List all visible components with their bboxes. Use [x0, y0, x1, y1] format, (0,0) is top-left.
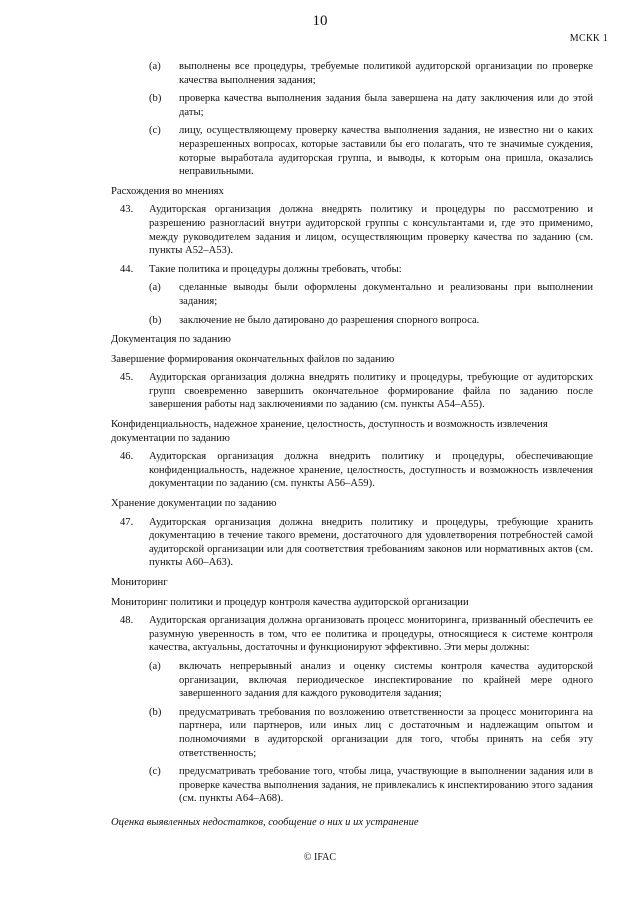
- list-subitem: [111, 124, 593, 178]
- item-marker: 43.: [120, 204, 134, 216]
- list-subitem: [111, 60, 593, 87]
- item-text: Аудиторская организация должна внедрить политику и процедуры, обеспечивающие конфиденциальность, надежное хранение, целостность, доступность и возможность извлечения документации по заданию (см. пункты А56–А59).: [149, 451, 593, 490]
- item-text: включать непрерывный анализ и оценку системы контроля качества аудиторской организации, включая периодическое инспектирование по крайней мере одного завершенного задания для каждого руководителя задания;: [179, 660, 593, 700]
- item-text: сделанные выводы были оформлены документально и реализованы при выполнении задания;: [179, 282, 593, 307]
- item-marker: (c): [149, 766, 161, 778]
- item-marker: 45.: [120, 372, 134, 384]
- item-marker: 46.: [120, 451, 134, 463]
- item-marker: (b): [149, 93, 162, 105]
- item-marker: (a): [149, 282, 161, 294]
- item-text: заключение не было датировано до разрешения спорного вопроса.: [179, 314, 480, 326]
- numbered-paragraph: [111, 614, 593, 655]
- list-subitem: [111, 765, 593, 806]
- section-heading: Хранение документации по заданию: [111, 498, 277, 510]
- item-marker: 44.: [120, 263, 134, 275]
- item-marker: (b): [149, 706, 162, 718]
- item-marker: 48.: [120, 615, 134, 627]
- numbered-paragraph: [111, 516, 593, 570]
- list-subitem: [111, 92, 593, 119]
- item-text: лицу, осуществляющему проверку качества выполнения задания, не известно ни о каких неразрешенных вопросах, которые заставили бы его полагать, что те значимые суждения, которые выработала аудиторская группа, и выводы, к которым она пришла, оказались неправильными.: [179, 125, 593, 178]
- list-subitem: [111, 706, 593, 760]
- item-text: Аудиторская организация должна внедрять политику и процедуры, требующие от аудиторских групп своевременно завершить окончательное формирование файла по заданию после завершения работы над заключениями по заданию (см. пункты А54–А55).: [149, 372, 593, 411]
- item-marker: (b): [149, 314, 162, 326]
- item-marker: 47.: [120, 516, 134, 528]
- item-text: Аудиторская организация должна внедрять политику и процедуры по рассмотрению и разрешению разногласий внутри аудиторской группы с консультантами и, где это применимо, между руководителем задания и лицом, осуществляющим проверку качества по заданию (см. пункты А52–А53).: [149, 204, 593, 257]
- numbered-paragraph: [111, 263, 593, 277]
- list-subitem: [111, 314, 593, 328]
- list-subitem: [111, 660, 593, 701]
- section-heading: Мониторинг: [111, 577, 168, 588]
- item-text: Аудиторская организация должна организовать процесс мониторинга, призванный обеспечить ее разумную уверенность в том, что ее политика и процедуры, относящиеся к системе контроля качества, актуальны, достаточны и функционируют эффективно. Эти меры должны:: [149, 615, 593, 654]
- document-body: [111, 60, 593, 835]
- numbered-paragraph: [111, 450, 593, 491]
- section-heading: Мониторинг политики и процедур контроля качества аудиторской организации: [111, 596, 469, 608]
- item-marker: (a): [149, 660, 161, 672]
- numbered-paragraph: [111, 371, 593, 412]
- item-text: выполнены все процедуры, требуемые политикой аудиторской организации по проверке качества выполнения задания;: [179, 61, 593, 86]
- numbered-paragraph: [111, 203, 593, 257]
- item-marker: (a): [149, 61, 161, 72]
- footer-copyright: © IFAC: [303, 852, 337, 863]
- item-text: проверка качества выполнения задания была завершена на дату заключения или до этой даты;: [179, 93, 593, 118]
- section-heading: Оценка выявленных недостатков, сообщение о них и их устранение: [111, 816, 419, 828]
- item-marker: (c): [149, 125, 161, 137]
- section-heading: Завершение формирования окончательных файлов по заданию: [111, 353, 395, 365]
- section-heading: Документация по заданию: [111, 334, 231, 346]
- document-code: МСКК 1: [569, 33, 608, 44]
- list-subitem: [111, 281, 593, 308]
- section-heading: Расхождения во мнениях: [111, 185, 224, 197]
- item-text: Аудиторская организация должна внедрить политику и процедуры, требующие хранить документацию в течение такого времени, достаточного для удовлетворения потребностей самой аудиторской организации или для соответствия требованиям законов или нормативных актов (см. пункты А60–А63).: [149, 516, 593, 569]
- item-text: предусматривать требования по возложению ответственности за процесс мониторинга на партнера, или партнеров, или иных лиц с достаточным и надлежащим опытом и полномочиями в аудиторской организации для того, чтобы принять на себя эту ответственность;: [179, 706, 593, 759]
- item-text: предусматривать требование того, чтобы лица, участвующие в выполнении задания или в проверке качества выполнения задания, не привлекались к инспектированию этого задания (см. пункты А64–А68).: [179, 766, 593, 805]
- section-heading: Конфиденциальность, надежное хранение, целостность, доступность и возможность извлечения документации по заданию: [111, 419, 548, 444]
- item-text: Такие политика и процедуры должны требовать, чтобы:: [149, 263, 402, 275]
- page-number: 10: [312, 13, 328, 29]
